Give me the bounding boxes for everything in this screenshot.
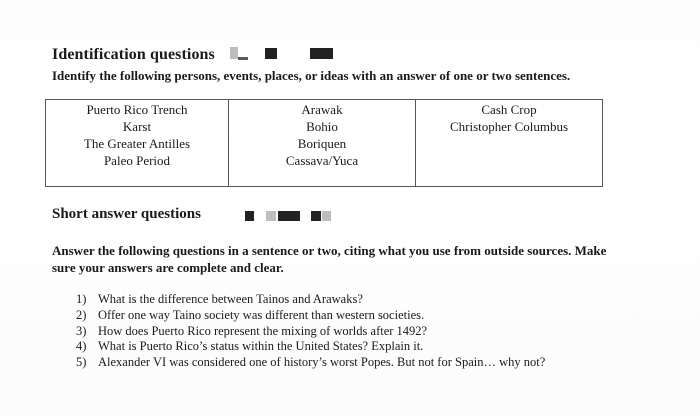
term-item: Paleo Period bbox=[103, 153, 171, 168]
list-item bbox=[76, 339, 606, 355]
redaction-block bbox=[322, 211, 331, 221]
redaction-marks-3 bbox=[310, 47, 333, 59]
question-text: Offer one way Taino society was different than western societies. bbox=[98, 307, 425, 322]
term-item: Christopher Columbus bbox=[449, 119, 569, 134]
term-item: Bohio bbox=[306, 119, 338, 134]
term-item: The Greater Antilles bbox=[83, 136, 191, 151]
terms-column-2 bbox=[229, 100, 416, 187]
terms-column-1 bbox=[46, 100, 229, 187]
redaction-marks-8 bbox=[322, 210, 331, 222]
question-number: 2) bbox=[76, 307, 87, 322]
list-item bbox=[76, 308, 606, 324]
redaction-marks-6 bbox=[278, 210, 300, 222]
term-item: Puerto Rico Trench bbox=[86, 102, 188, 117]
question-list bbox=[76, 292, 606, 371]
term-item: Boriquen bbox=[297, 136, 347, 151]
list-item bbox=[76, 292, 606, 308]
redaction-block bbox=[311, 211, 321, 221]
redaction-block bbox=[265, 48, 277, 59]
list-item bbox=[76, 355, 606, 371]
redaction-block bbox=[230, 47, 238, 59]
identification-instructions: Identify the following persons, events, places, or ideas with an answer of one or two sentences. bbox=[52, 68, 571, 83]
question-number: 4) bbox=[76, 339, 87, 354]
term-item: Karst bbox=[122, 119, 152, 134]
redaction-marks-5 bbox=[266, 210, 276, 222]
question-text: How does Puerto Rico represent the mixing of worlds after 1492? bbox=[98, 323, 428, 338]
redaction-marks-1 bbox=[230, 47, 238, 59]
redaction-block bbox=[238, 57, 248, 60]
question-text: What is the difference between Tainos and Arawaks? bbox=[98, 292, 363, 306]
terms-table bbox=[45, 99, 603, 187]
identification-heading: Identification questions bbox=[52, 46, 215, 63]
redaction-marks-7 bbox=[311, 210, 321, 222]
question-number: 5) bbox=[76, 355, 87, 370]
term-item: Arawak bbox=[301, 102, 343, 117]
redaction-marks-2 bbox=[265, 47, 277, 59]
short-answer-instructions: Answer the following questions in a sentence or two, citing what you use from outside sources. Make sure your answers are complete and clear. bbox=[52, 243, 607, 275]
question-number: 1) bbox=[76, 292, 87, 306]
redaction-block bbox=[266, 211, 276, 221]
redaction-marks-1b bbox=[238, 52, 248, 64]
question-number: 3) bbox=[76, 323, 87, 338]
redaction-block bbox=[245, 211, 254, 221]
list-item bbox=[76, 324, 606, 340]
table-row bbox=[46, 100, 603, 187]
question-text: Alexander VI was considered one of history’s worst Popes. But not for Spain… why not? bbox=[98, 355, 546, 370]
short-answer-heading: Short answer questions bbox=[52, 206, 201, 222]
term-item: Cassava/Yuca bbox=[285, 153, 359, 168]
term-item: Cash Crop bbox=[481, 102, 537, 117]
redaction-block bbox=[278, 211, 300, 221]
question-text: What is Puerto Rico’s status within the United States? Explain it. bbox=[98, 339, 424, 354]
terms-column-3 bbox=[416, 100, 603, 187]
redaction-marks-4 bbox=[245, 210, 254, 222]
redaction-block bbox=[310, 48, 333, 59]
